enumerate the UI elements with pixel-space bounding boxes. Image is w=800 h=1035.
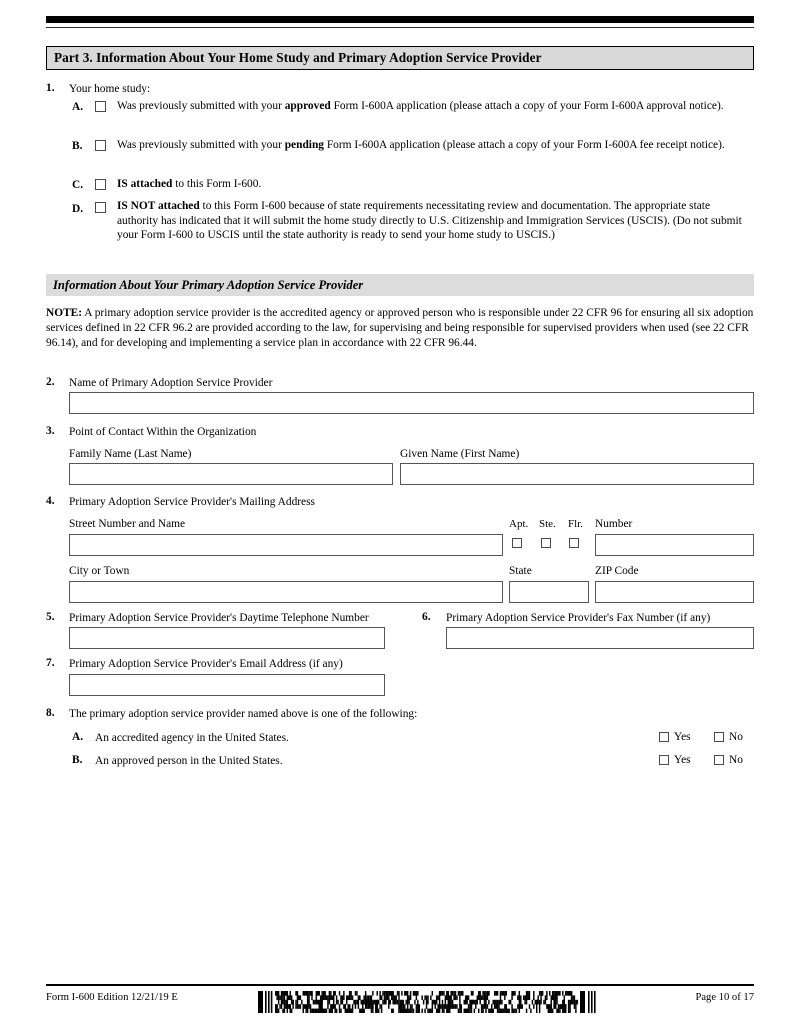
item-1-number: 1. (46, 82, 55, 94)
item-2-number: 2. (46, 376, 55, 388)
footer-form-edition: Form I-600 Edition 12/21/19 E (46, 992, 178, 1003)
item-1a-letter: A. (72, 101, 84, 113)
item-3-number: 3. (46, 425, 55, 437)
item-8b-letter: B. (72, 754, 83, 766)
item-1-prompt: Your home study: (69, 83, 151, 95)
zip-label: ZIP Code (595, 565, 639, 577)
street-input[interactable] (69, 534, 503, 556)
street-label: Street Number and Name (69, 518, 186, 530)
pdf417-barcode (258, 991, 606, 1013)
item-1b-text-after: Form I-600A application (please attach a copy of your Form I-600A fee receipt notice). (323, 139, 725, 151)
item-1c-checkbox[interactable] (95, 179, 106, 190)
item-1a-checkbox[interactable] (95, 101, 106, 112)
item-1d-text (117, 199, 752, 243)
item-2-label: Name of Primary Adoption Service Provider (69, 377, 273, 389)
item-1a-text (117, 99, 749, 114)
item-8-prompt: The primary adoption service provider named above is one of the following: (69, 708, 418, 720)
provider-name-input[interactable] (69, 392, 754, 414)
unit-number-label: Number (595, 518, 633, 530)
flr-checkbox[interactable] (569, 538, 579, 548)
subsection-header (46, 274, 754, 296)
item-8a-no-label: No (729, 731, 743, 743)
item-1d-text-bold: IS NOT attached (117, 200, 200, 212)
item-5-label: Primary Adoption Service Provider's Daytime Telephone Number (69, 612, 369, 624)
item-6-label: Primary Adoption Service Provider's Fax Number (if any) (446, 612, 711, 624)
item-1a-text-bold: approved (284, 100, 331, 112)
item-8b-text: An approved person in the United States. (95, 755, 283, 767)
city-input[interactable] (69, 581, 503, 603)
flr-label: Flr. (568, 518, 583, 530)
item-7-number: 7. (46, 657, 55, 669)
item-1b-checkbox[interactable] (95, 140, 106, 151)
item-6-number: 6. (422, 611, 431, 623)
item-8b-yes-label: Yes (674, 754, 691, 766)
apt-checkbox[interactable] (512, 538, 522, 548)
state-label: State (509, 565, 532, 577)
top-rule-thin (46, 27, 754, 28)
item-1c-text-bold: IS attached (117, 178, 173, 190)
item-7-label: Primary Adoption Service Provider's Email Address (if any) (69, 658, 343, 670)
zip-input[interactable] (595, 581, 754, 603)
daytime-phone-input[interactable] (69, 627, 385, 649)
item-1b-text-bold: pending (284, 139, 324, 151)
item-8-number: 8. (46, 707, 55, 719)
item-1b-text (117, 138, 755, 153)
item-1d-checkbox[interactable] (95, 202, 106, 213)
item-8b-no-label: No (729, 754, 743, 766)
item-1d-letter: D. (72, 203, 84, 215)
item-1a-text-before: Was previously submitted with your (117, 100, 285, 112)
subsection-title: Information About Your Primary Adoption Service Provider (53, 277, 364, 292)
item-8a-text: An accredited agency in the United States. (95, 732, 289, 744)
item-4-number: 4. (46, 495, 55, 507)
item-5-number: 5. (46, 611, 55, 623)
item-4-label: Primary Adoption Service Provider's Mailing Address (69, 496, 315, 508)
note-paragraph (46, 306, 754, 352)
fax-number-input[interactable] (446, 627, 754, 649)
ste-checkbox[interactable] (541, 538, 551, 548)
given-name-input[interactable] (400, 463, 754, 485)
item-8b-yes-checkbox[interactable] (659, 755, 669, 765)
note-text: A primary adoption service provider is the accredited agency or approved person who is responsible under 22 CFR 96 for ensuring all six adoption services defined in 22 CFR 96.2 are provided according to the law, for supervising and being responsible for supervised providers when used (see 22 CFR 96.14), and for developing and implementing a service plan in accordance with 22 CFR 96.44. (46, 307, 754, 350)
footer-page-number: Page 10 of 17 (695, 992, 754, 1003)
top-rule-thick (46, 16, 754, 23)
item-8a-yes-label: Yes (674, 731, 691, 743)
item-1b-letter: B. (72, 140, 83, 152)
item-1c-text (117, 177, 737, 192)
part-3-header (46, 46, 754, 70)
city-label: City or Town (69, 565, 130, 577)
family-name-label: Family Name (Last Name) (69, 448, 192, 460)
item-3-label: Point of Contact Within the Organization (69, 426, 257, 438)
unit-number-input[interactable] (595, 534, 754, 556)
given-name-label: Given Name (First Name) (400, 448, 520, 460)
item-8b-no-checkbox[interactable] (714, 755, 724, 765)
family-name-input[interactable] (69, 463, 393, 485)
item-8a-no-checkbox[interactable] (714, 732, 724, 742)
apt-label: Apt. (509, 518, 529, 530)
item-1a-text-after: Form I-600A application (please attach a copy of your Form I-600A approval notice). (330, 100, 724, 112)
item-1b-text-before: Was previously submitted with your (117, 139, 285, 151)
item-1c-text-after: to this Form I-600. (172, 178, 262, 190)
item-8a-yes-checkbox[interactable] (659, 732, 669, 742)
email-address-input[interactable] (69, 674, 385, 696)
state-input[interactable] (509, 581, 589, 603)
item-1d-text-after: to this Form I-600 because of state requirements necessitating review and documentation. The appropriate state authority has indicated that it will submit the home study directly to U.S. Citizenship and Immigration Services (USCIS). (Do not submit your Form I-600 to USCIS until the state authority is ready to send your home study to USCIS.) (117, 200, 742, 242)
footer-rule (46, 984, 754, 986)
item-1c-letter: C. (72, 179, 84, 191)
ste-label: Ste. (539, 518, 556, 530)
part-3-title: Part 3. Information About Your Home Study and Primary Adoption Service Provider (54, 50, 542, 65)
note-label: NOTE: (46, 307, 83, 319)
item-8a-letter: A. (72, 731, 84, 743)
